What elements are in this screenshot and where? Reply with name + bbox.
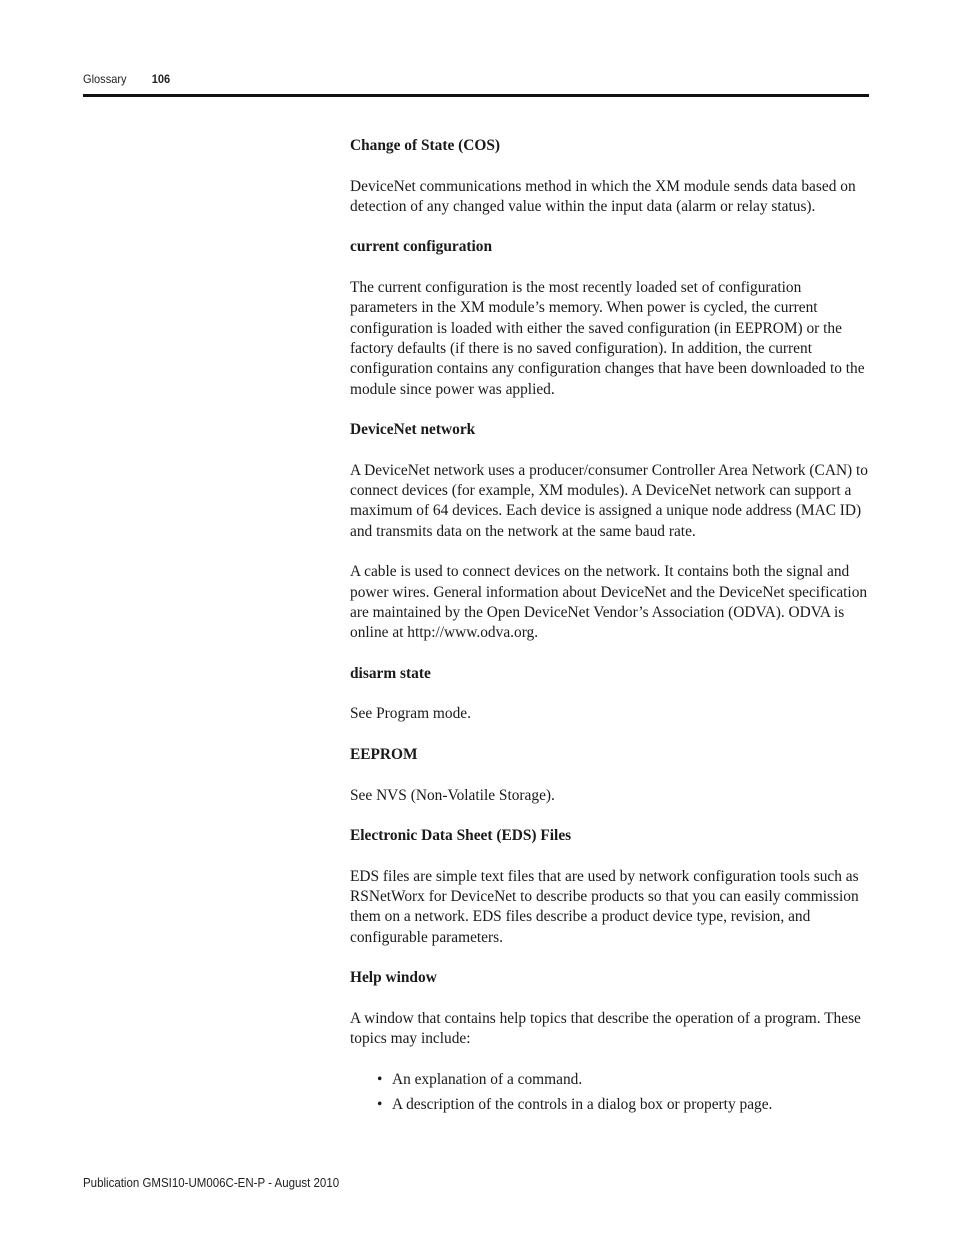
header-section-title: Glossary <box>83 72 127 86</box>
glossary-term-disarm-state: disarm state <box>350 664 431 682</box>
glossary-definition: A window that contains help topics that describe the operation of a program. These topics may include: <box>350 1009 861 1048</box>
bullet-icon: • <box>377 1070 383 1088</box>
header-rule <box>83 94 869 97</box>
list-item <box>377 1070 870 1090</box>
page-footer: Publication GMSI10-UM006C-EN-P - August 2010 <box>83 1176 340 1190</box>
glossary-term-change-of-state: Change of State (COS) <box>350 137 501 154</box>
bullet-list <box>350 1070 870 1116</box>
glossary-term-current-configuration: current configuration <box>350 238 493 256</box>
glossary-definition: See NVS (Non-Volatile Storage). <box>350 786 555 804</box>
glossary-term-eds-files: Electronic Data Sheet (EDS) Files <box>350 827 572 845</box>
header-page-number: 106 <box>151 72 171 86</box>
glossary-definition: A cable is used to connect devices on the network. It contains both the signal and power wires. General information about DeviceNet and the DeviceNet specification are maintained by the Open DeviceNet Vendor’s Association (ODVA). ODVA is online at http://www.odva.org. <box>350 563 868 642</box>
glossary-definition: The current configuration is the most recently loaded set of configuration parameters in the XM module’s memory. When power is cycled, the current configuration is loaded with either the saved configuration (in EEPROM) or the factory defaults (if there is no saved configuration). In addition, the current configuration contains any configuration changes that have been downloaded to the module since power was applied. <box>350 279 865 398</box>
glossary-content <box>350 136 870 1120</box>
glossary-term-help-window: Help window <box>350 969 437 987</box>
glossary-definition: DeviceNet communications method in which the XM module sends data based on detection of any changed value within the input data (alarm or relay status). <box>350 177 856 215</box>
list-item <box>377 1095 870 1115</box>
list-item-text: An explanation of a command. <box>392 1070 583 1088</box>
glossary-term-eeprom: EEPROM <box>350 745 418 763</box>
glossary-definition: A DeviceNet network uses a producer/consumer Controller Area Network (CAN) to connect devices (for example, XM modules). A DeviceNet network can support a maximum of 64 devices. Each device is assigned a unique node address (MAC ID) and transmits data on the network at the same baud rate. <box>350 461 868 540</box>
page-header <box>83 72 170 86</box>
glossary-definition: See Program mode. <box>350 705 471 723</box>
glossary-definition: EDS files are simple text files that are used by network configuration tools such as RSNetWorx for DeviceNet to describe products so that you can easily commission them on a network. EDS files describe a product device type, revision, and configurable parameters. <box>350 867 859 946</box>
glossary-term-devicenet-network: DeviceNet network <box>350 421 476 439</box>
list-item-text: A description of the controls in a dialog box or property page. <box>392 1095 773 1113</box>
bullet-icon: • <box>377 1095 383 1113</box>
